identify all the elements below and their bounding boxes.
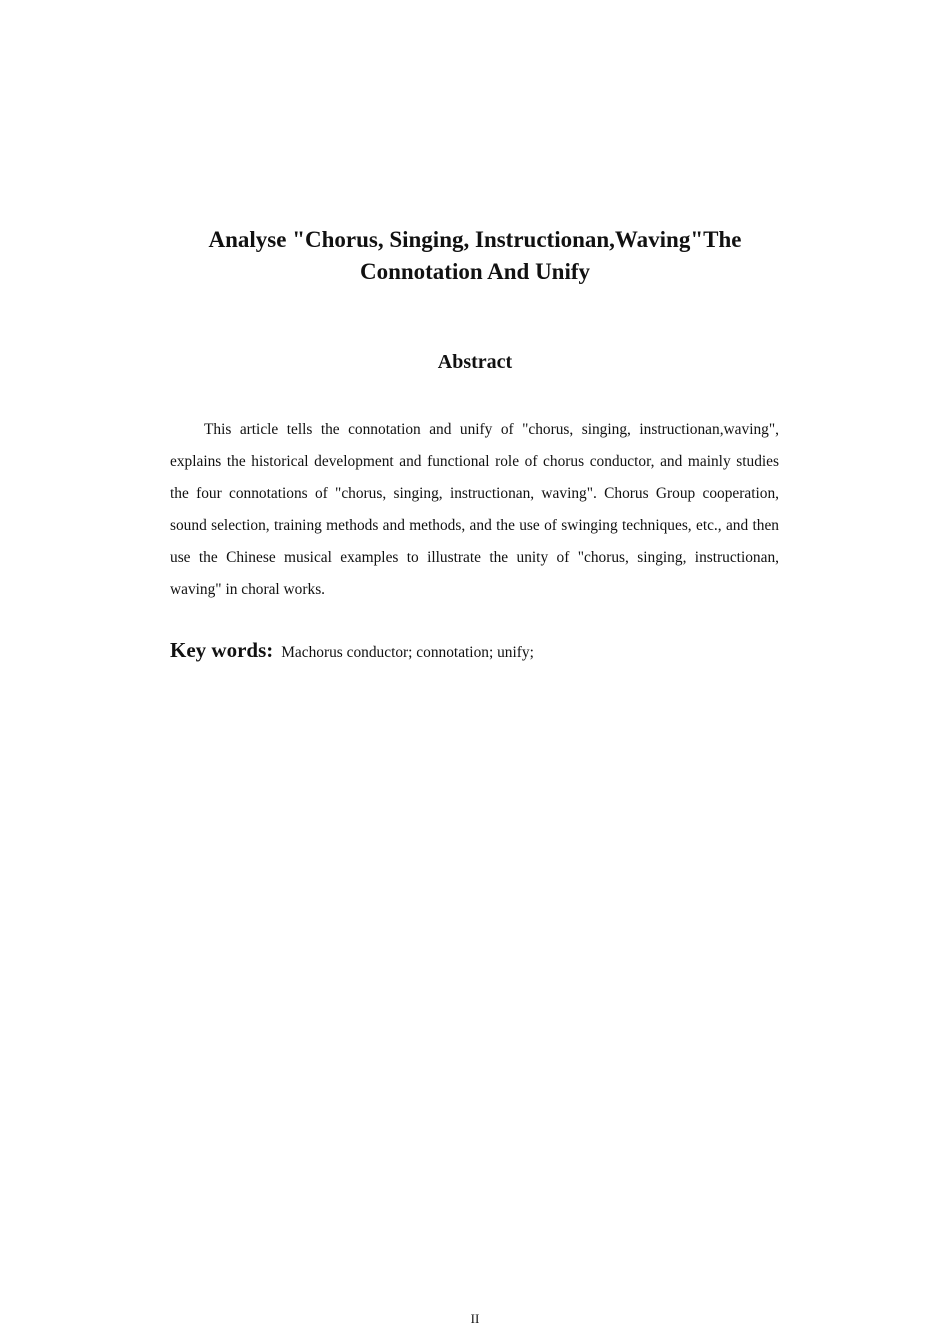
abstract-heading: Abstract bbox=[437, 351, 513, 373]
title-line-2: Connotation And Unify bbox=[359, 259, 591, 284]
keywords-line bbox=[170, 634, 779, 669]
title-line-1: Analyse "Chorus, Singing, Instructionan,Waving"The bbox=[208, 227, 742, 252]
page-number: II bbox=[470, 1311, 480, 1326]
abstract-paragraph: This article tells the connotation and unify of "chorus, singing, instructionan,waving", explains the historical development and functional role of chorus conductor, and mainly studies the four connotations of "chorus, singing, instructionan, waving". Chorus Group cooperation, sound selection, training methods and methods, and the use of swinging techniques, etc., and then use the Chinese musical examples to illustrate the unity of "chorus, singing, instructionan, waving" in choral works. bbox=[170, 421, 779, 598]
keywords-label: Key words: bbox=[170, 638, 274, 662]
keywords-text: Machorus conductor; connotation; unify; bbox=[281, 644, 534, 661]
document-title bbox=[150, 224, 800, 288]
